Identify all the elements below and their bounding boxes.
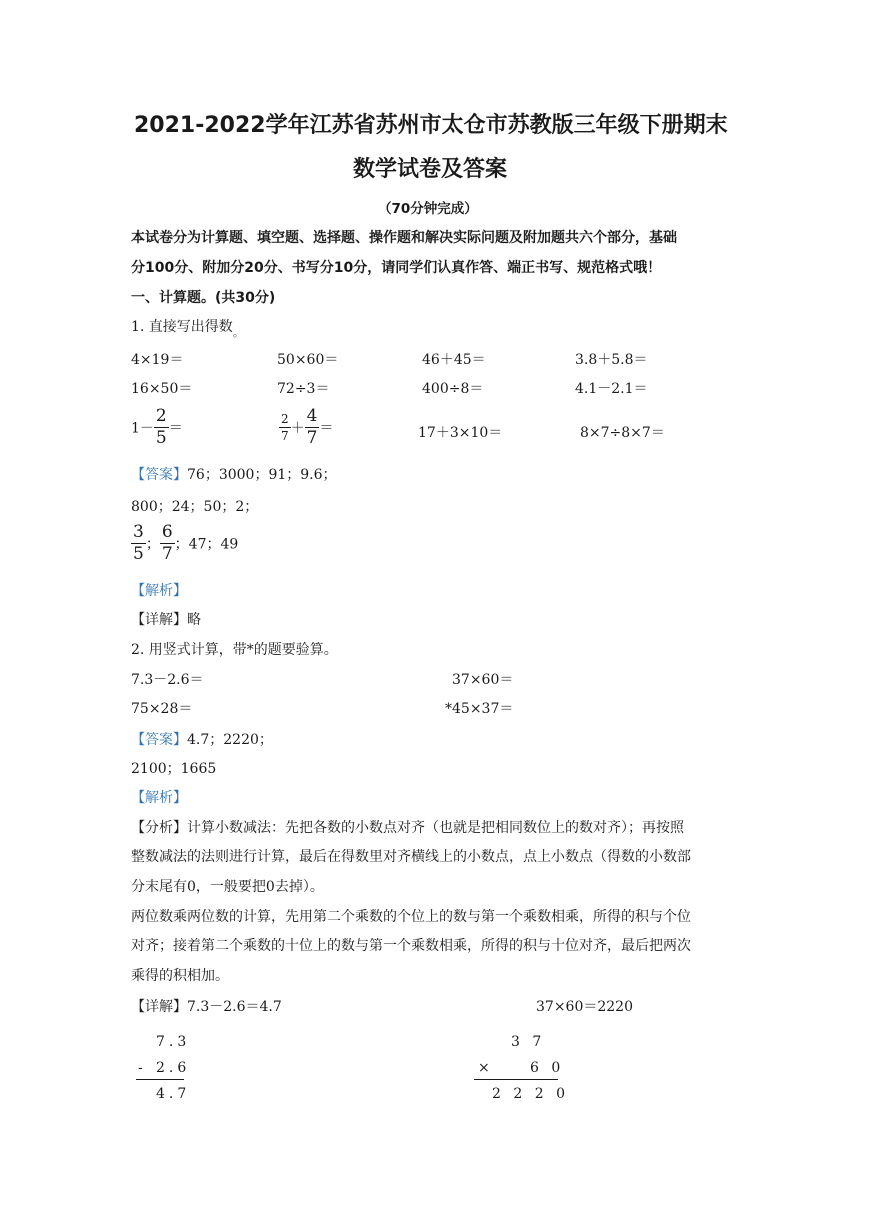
fraction-2-5 xyxy=(154,408,169,447)
fraction-numerator: 2 xyxy=(155,406,167,426)
vert-mul-top: 3 7 xyxy=(511,1034,546,1050)
plus-sign: ＋ xyxy=(290,420,305,437)
q2-row1-a: 7.3－2.6＝ xyxy=(131,672,204,688)
q2-analysis-p1-l1: 【分析】计算小数减法：先把各数的小数点对齐（也就是把相同数位上的数对齐）；再按照 xyxy=(131,820,684,836)
q1-answer-line2: 800；24；50；2； xyxy=(131,499,259,515)
section-1-heading: 一、计算题。(共30分) xyxy=(131,290,276,306)
vert-sub-top: 7.3 xyxy=(156,1034,191,1050)
q1-row2-d: 4.1－2.1＝ xyxy=(575,381,648,397)
q1-row1-c: 46＋45＝ xyxy=(422,352,486,368)
q2-detail-a: 【详解】7.3－2.6＝4.7 xyxy=(131,999,282,1015)
fraction-denominator: 5 xyxy=(133,544,144,564)
q1-detail: 【详解】略 xyxy=(131,612,201,628)
q2-row2-b: *45×37＝ xyxy=(445,701,514,717)
q1-row3-d: 8×7÷8×7＝ xyxy=(580,425,665,441)
q2-row1-b: 37×60＝ xyxy=(452,672,514,688)
fraction-numerator: 6 xyxy=(161,522,173,542)
q1-answer-text1: 76；3000；91；9.6； xyxy=(187,467,337,483)
q1-title-mark: 。 xyxy=(232,326,244,339)
fraction-denominator: 7 xyxy=(281,429,289,443)
fraction-denominator: 7 xyxy=(161,544,173,564)
q2-answer-line2: 2100；1665 xyxy=(131,761,217,777)
intro-line2: 分100分、附加分20分、书写分10分，请同学们认真作答、端正书写、规范格式哦！ xyxy=(131,260,662,276)
vert-sub-op: - xyxy=(138,1060,147,1076)
fraction-numerator: 4 xyxy=(306,406,318,426)
q2-title: 2. 用竖式计算，带*的题要验算。 xyxy=(131,642,338,658)
q1-row2-a: 16×50＝ xyxy=(131,381,193,397)
q1-row3-b xyxy=(279,408,333,447)
q1-answer-line1 xyxy=(131,464,337,484)
fraction-3-5 xyxy=(131,524,146,563)
answer-tag: 【答案】 xyxy=(131,467,187,483)
vert-sub-line xyxy=(136,1079,184,1080)
q2-analysis-p2-l3: 乘得的积相加。 xyxy=(131,968,229,984)
answer-tag: 【答案】 xyxy=(131,732,187,748)
vert-sub-second: 2.6 xyxy=(156,1060,191,1076)
fraction-denominator: 7 xyxy=(306,428,318,448)
vert-mul-line xyxy=(474,1079,558,1080)
q1-row3-a-equals: ＝ xyxy=(168,420,183,437)
q2-analysis-tag: 【解析】 xyxy=(131,790,187,806)
doc-title-line2: 数学试卷及答案 xyxy=(353,157,508,182)
q2-analysis-p1-l3: 分末尾有0，一般要把0去掉）。 xyxy=(131,879,324,895)
q1-title-text: 1. 直接写出得数 xyxy=(131,319,233,335)
q2-analysis-p2-l2: 对齐；接着第二个乘数的十位上的数与第一个乘数相乘，所得的积与十位对齐，最后把两次 xyxy=(131,938,691,954)
q1-row1-d: 3.8＋5.8＝ xyxy=(575,352,648,368)
q1-row3-a-prefix: 1－ xyxy=(131,420,154,437)
fraction-numerator: 2 xyxy=(281,412,289,426)
q1-row2-b: 72÷3＝ xyxy=(277,381,330,397)
q1-analysis-tag: 【解析】 xyxy=(131,583,187,599)
q1-row2-c: 400÷8＝ xyxy=(422,381,484,397)
q2-analysis-p2-l1: 两位数乘两位数的计算，先用第二个乘数的个位上的数与第一个乘数相乘，所得的积与个位 xyxy=(131,909,691,925)
doc-time-note: （70分钟完成） xyxy=(378,201,478,217)
q1-answer-line3 xyxy=(131,524,238,563)
q1-row3-b-equals: ＝ xyxy=(319,420,334,437)
fraction-numerator: 3 xyxy=(133,522,144,542)
q1-answer-rest: ；47；49 xyxy=(174,536,239,553)
fraction-4-7 xyxy=(305,408,320,447)
q2-detail-b: 37×60＝2220 xyxy=(536,999,633,1015)
q1-row3-c: 17＋3×10＝ xyxy=(418,425,503,441)
q1-title xyxy=(131,316,244,339)
doc-title-line1: 2021-2022学年江苏省苏州市太仓市苏教版三年级下册期末 xyxy=(134,113,728,138)
vert-mul-second: 6 0 xyxy=(530,1060,565,1076)
q2-answer-line1 xyxy=(131,729,273,749)
q1-row3-a xyxy=(131,408,183,447)
intro-line1: 本试卷分为计算题、填空题、选择题、操作题和解决实际问题及附加题共六个部分，基础 xyxy=(131,230,677,246)
q2-analysis-p1-l2: 整数减法的法则进行计算，最后在得数里对齐横线上的小数点，点上小数点（得数的小数部 xyxy=(131,849,691,865)
q2-answer-text1: 4.7；2220； xyxy=(187,732,273,748)
fraction-denominator: 5 xyxy=(155,428,167,448)
q2-row2-a: 75×28＝ xyxy=(131,701,193,717)
fraction-2-7 xyxy=(279,413,291,442)
vert-mul-op: × xyxy=(478,1060,494,1076)
vert-mul-result: 2 2 2 0 xyxy=(492,1086,569,1102)
fraction-6-7 xyxy=(160,524,175,563)
q1-row1-b: 50×60＝ xyxy=(277,352,339,368)
vert-sub-result: 4.7 xyxy=(156,1086,191,1102)
q1-row1-a: 4×19＝ xyxy=(131,352,184,368)
separator: ； xyxy=(145,536,160,553)
